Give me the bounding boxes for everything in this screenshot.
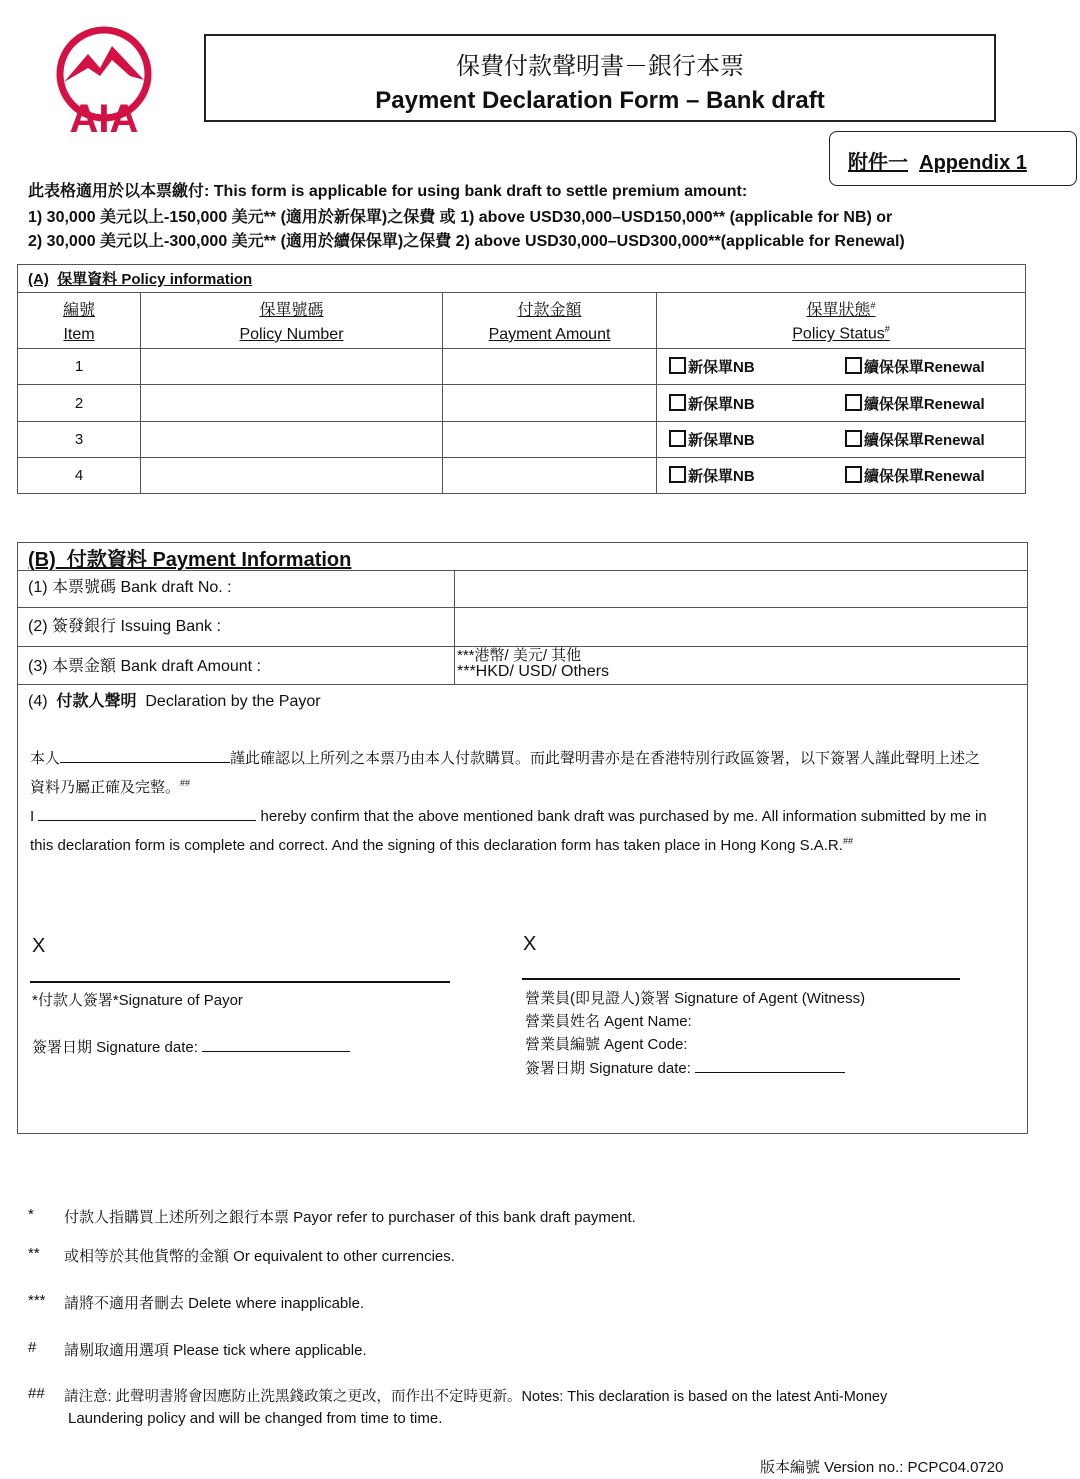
column-divider xyxy=(454,570,455,684)
header-amount-en: Payment Amount xyxy=(488,326,611,343)
appendix-en: Appendix 1 xyxy=(919,152,1027,174)
footnote-text: 請注意: 此聲明書將會因應防止洗黑錢政策之更改，而作出不定時更新。Notes: This declaration is based on the latest Anti-Money xyxy=(64,1389,888,1405)
agent-date-field[interactable] xyxy=(695,1060,845,1073)
section-a-title-text: 保單資料 Policy information xyxy=(57,271,253,288)
agent-x-mark: X xyxy=(523,933,537,955)
renewal-checkbox[interactable] xyxy=(845,468,985,485)
decl-en-end: this declaration form is complete and correct. And the signing of this declaration form has taken place in Hong Kong S.A.R. xyxy=(30,837,843,854)
logo-text: AIA xyxy=(69,97,139,136)
footnote-text: 或相等於其他貨幣的金額 Or equivalent to other currencies. xyxy=(64,1248,455,1265)
section-b-title-text: 付款資料 Payment Information xyxy=(66,549,352,571)
policy-number-cell[interactable] xyxy=(141,385,443,422)
intro-line-1: 此表格適用於以本票繳付: This form is applicable for using bank draft to settle premium amount: xyxy=(28,183,748,200)
payment-amount-cell[interactable] xyxy=(443,458,657,494)
header-item xyxy=(18,293,141,349)
row-item: 1 xyxy=(18,349,141,385)
agent-name-label: 營業員姓名 Agent Name: xyxy=(525,1013,692,1030)
footnote xyxy=(28,1339,1028,1359)
footnote-mark: ** xyxy=(28,1245,40,1262)
nb-checkbox[interactable] xyxy=(669,359,755,376)
header-policy-status xyxy=(657,293,1026,349)
footnote-text: 請剔取適用選項 Please tick where applicable. xyxy=(64,1342,367,1359)
status-cell xyxy=(657,458,1026,494)
nb-checkbox[interactable] xyxy=(669,468,755,485)
form-title-box xyxy=(204,34,996,122)
decl-heading-zh: 付款人聲明 xyxy=(56,693,137,710)
name-blank-zh[interactable] xyxy=(60,748,230,763)
footnote xyxy=(28,1245,1028,1265)
header-policy-zh: 保單號碼 xyxy=(259,302,324,319)
nb-label: 新保單NB xyxy=(688,395,755,413)
footnote-mark: *** xyxy=(28,1292,46,1309)
payor-date-field[interactable] xyxy=(202,1039,350,1052)
section-a-prefix: (A) xyxy=(28,271,49,288)
agent-code-label: 營業員編號 Agent Code: xyxy=(525,1036,688,1053)
checkbox-icon xyxy=(669,430,686,447)
currency-zh: ***港幣/ 美元/ 其他 xyxy=(457,647,582,664)
header-status-en: Policy Status xyxy=(792,325,885,343)
payor-date xyxy=(32,1036,350,1057)
payment-amount-cell[interactable] xyxy=(443,349,657,385)
decl-en-prefix: I xyxy=(30,808,35,825)
decl-zh-sup: ## xyxy=(180,778,191,788)
footnote xyxy=(28,1385,1028,1405)
decl-en-body: hereby confirm that the above mentioned bank draft was purchased by me. All information submitted by me in xyxy=(260,808,987,825)
appendix-label xyxy=(829,131,1077,186)
renewal-checkbox[interactable] xyxy=(845,432,985,449)
nb-label: 新保單NB xyxy=(688,468,755,485)
footnote-text: 付款人指購買上述所列之銀行本票 Payor refer to purchaser of this bank draft payment. xyxy=(64,1209,636,1226)
payor-x-mark: X xyxy=(32,935,46,957)
table-row xyxy=(18,422,1026,458)
bank-draft-no-label: (1) 本票號碼 Bank draft No. : xyxy=(28,579,232,596)
version-number: 版本編號 Version no.: PCPC04.0720 xyxy=(760,1459,1004,1476)
decl-en-sup: ## xyxy=(842,836,853,846)
agent-date-label: 簽署日期 Signature date: xyxy=(525,1060,691,1077)
checkbox-icon xyxy=(669,466,686,483)
decl-zh-prefix: 本人 xyxy=(30,750,61,767)
checkbox-icon xyxy=(845,466,862,483)
decl-zh-body: 謹此確認以上所列之本票乃由本人付款購買。而此聲明書亦是在香港特別行政區簽署，以下簽署人謹此聲明上述之 xyxy=(230,750,981,767)
status-cell xyxy=(657,349,1026,385)
decl-num: (4) xyxy=(28,693,48,710)
section-b-prefix: (B) xyxy=(28,549,56,571)
footnote-mark: # xyxy=(28,1339,37,1356)
renewal-label: 續保保單Renewal xyxy=(863,395,985,413)
agent-signature-line[interactable] xyxy=(522,978,960,980)
header-item-zh: 編號 xyxy=(62,302,95,319)
renewal-checkbox[interactable] xyxy=(845,359,985,376)
row-item: 3 xyxy=(18,422,141,458)
status-cell xyxy=(657,385,1026,422)
agent-date xyxy=(525,1057,845,1078)
appendix-zh: 附件一 xyxy=(848,152,908,174)
intro-line-3: 2) 30,000 美元以上-300,000 美元** (適用於續保保單)之保費 2) above USD30,000–USD300,000**(applicable for Renewal) xyxy=(28,233,905,250)
header-amount-zh: 付款金額 xyxy=(517,302,582,319)
payor-signature-line[interactable] xyxy=(30,981,450,983)
payment-amount-cell[interactable] xyxy=(443,422,657,458)
policy-number-cell[interactable] xyxy=(141,349,443,385)
payor-date-label: 簽署日期 Signature date: xyxy=(32,1039,198,1056)
renewal-label: 續保保單Renewal xyxy=(863,432,985,449)
nb-label: 新保單NB xyxy=(688,432,755,449)
footnote-text: 請將不適用者刪去 Delete where inapplicable. xyxy=(64,1295,365,1312)
header-policy-number xyxy=(141,293,443,349)
intro-line-2: 1) 30,000 美元以上-150,000 美元** (適用於新保單)之保費 或 1) above USD30,000–USD150,000** (applicable for NB) or xyxy=(28,209,893,226)
checkbox-icon xyxy=(669,357,686,374)
checkbox-icon xyxy=(669,394,686,411)
status-cell xyxy=(657,422,1026,458)
footnote-continuation: Laundering policy and will be changed from time to time. xyxy=(68,1410,443,1427)
header-payment-amount xyxy=(443,293,657,349)
name-blank-en[interactable] xyxy=(38,806,256,821)
form-title-zh: 保費付款聲明書－銀行本票 xyxy=(456,52,744,80)
header-status-en-sup: # xyxy=(884,324,890,335)
issuing-bank-row xyxy=(18,608,1027,647)
payor-signature-label: *付款人簽署*Signature of Payor xyxy=(32,992,243,1009)
footnote xyxy=(28,1206,1028,1226)
decl-zh-end: 資料乃屬正確及完整。 xyxy=(30,779,181,796)
renewal-label: 續保保單Renewal xyxy=(863,468,985,485)
nb-label: 新保單NB xyxy=(688,359,755,376)
section-b-title xyxy=(18,543,1027,571)
issuing-bank-label: (2) 簽發銀行 Issuing Bank : xyxy=(28,618,221,635)
policy-number-cell[interactable] xyxy=(141,458,443,494)
agent-signature-label: 營業員(即見證人)簽署 Signature of Agent (Witness) xyxy=(525,990,866,1007)
bank-draft-amount-row xyxy=(18,647,1027,685)
footnote-mark: * xyxy=(28,1206,34,1223)
checkbox-icon xyxy=(845,394,862,411)
header-status-zh: 保單狀態 xyxy=(806,302,871,320)
header-policy-en: Policy Number xyxy=(239,326,344,343)
currency-options[interactable] xyxy=(457,648,609,680)
row-item: 4 xyxy=(18,458,141,494)
payment-amount-cell[interactable] xyxy=(443,385,657,422)
nb-checkbox[interactable] xyxy=(669,396,755,413)
declaration-heading xyxy=(28,688,321,711)
renewal-checkbox[interactable] xyxy=(845,396,985,413)
nb-checkbox[interactable] xyxy=(669,432,755,449)
policy-info-table xyxy=(17,264,1026,494)
row-item: 2 xyxy=(18,385,141,422)
decl-heading-en: Declaration by the Payor xyxy=(145,693,321,710)
footnote xyxy=(28,1292,1028,1312)
table-row xyxy=(18,349,1026,385)
declaration-en xyxy=(30,805,1025,858)
table-row xyxy=(18,385,1026,422)
footnote-mark: ## xyxy=(28,1385,45,1402)
form-title-en: Payment Declaration Form – Bank draft xyxy=(375,87,825,114)
currency-en: ***HKD/ USD/ Others xyxy=(457,663,610,680)
table-row xyxy=(18,458,1026,494)
aia-logo xyxy=(50,24,158,136)
bank-draft-amount-label: (3) 本票金額 Bank draft Amount : xyxy=(28,658,261,675)
header-status-zh-sup: # xyxy=(870,301,876,311)
section-a-title xyxy=(18,265,1026,293)
checkbox-icon xyxy=(845,430,862,447)
bank-draft-no-row xyxy=(18,570,1027,608)
declaration-zh xyxy=(30,747,1020,800)
policy-number-cell[interactable] xyxy=(141,422,443,458)
renewal-label: 續保保單Renewal xyxy=(863,359,985,376)
payment-info-section xyxy=(17,542,1028,1134)
header-item-en: Item xyxy=(63,326,95,343)
checkbox-icon xyxy=(845,357,862,374)
